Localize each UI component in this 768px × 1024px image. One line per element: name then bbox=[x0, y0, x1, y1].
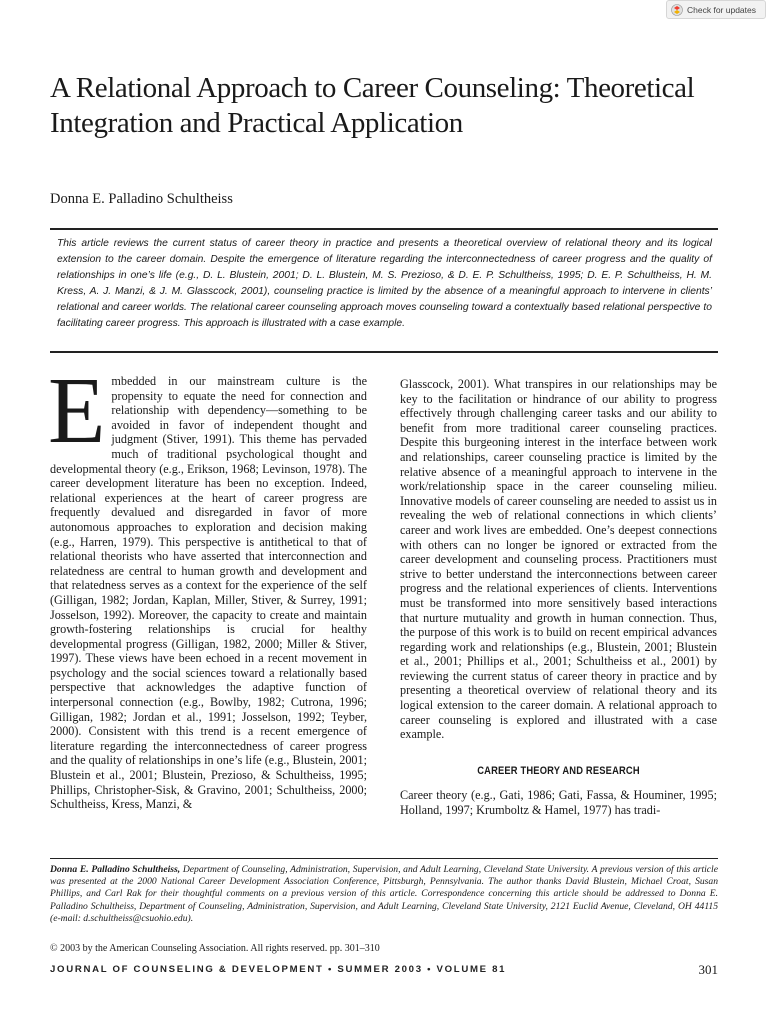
author-footnote bbox=[50, 864, 718, 925]
copyright-line: © 2003 by the American Counseling Association. All rights reserved. pp. 301–310 bbox=[50, 943, 380, 954]
section-heading: CAREER THEORY AND RESEARCH bbox=[477, 764, 640, 777]
abstract-top-rule bbox=[50, 228, 718, 230]
check-for-updates-button[interactable] bbox=[666, 0, 766, 19]
footnote-rule bbox=[50, 858, 718, 859]
footnote-author-name: Donna E. Palladino Schultheiss, bbox=[50, 864, 181, 875]
right-column bbox=[400, 377, 717, 818]
right-column-paragraph: Glasscock, 2001). What transpires in our relationships may be key to the facilitation or hindrance of our ability to progress effectively through challenging career tasks and our ability to benefit from more traditional career counseling practices. Despite this burgeoning interest in the interface between work and relationships, career counseling practice is limited by the relative absence of a meaningful approach to intervene in the work/relationship space in the career counseling milieu. Innovative models of career counseling are needed to assist us in revealing the web of relational connections in which clients’ career and work lives are embedded. One’s deepest connections with others can no longer be ignored or extracted from the career development and counseling process. Practitioners must strive to better understand the interconnections between career progress and the relational experiences of clients. Interventions must be transformed into more sensitively based interactions that nurture mutuality and growth in human connection. Thus, the purpose of this work is to build on recent empirical advances regarding work and relationships (e.g., Blustein, 2001; Blustein et al., 2001; Phillips et al., 2001; Schultheiss et al., 2001) by reviewing the current status of career theory in practice and by presenting a theoretical overview of relational theory and its logical extension to the career domain. A relational approach to career counseling is explored and illustrated with a case example. bbox=[400, 377, 717, 742]
left-column bbox=[48, 359, 367, 812]
page-number: 301 bbox=[698, 962, 718, 977]
crossmark-icon bbox=[671, 4, 683, 16]
check-for-updates-label: Check for updates bbox=[687, 4, 756, 15]
footnote-text: Department of Counseling, Administration, Supervision, and Adult Learning, Cleveland State University. A previous version of this article was presented at the 2000 National Career Development Association Conference, Pittsburgh, Pennsylvania. The author thanks David Blustein, Michael Croat, Susan Phillips, and Carl Rak for their thoughtful comments on a previous version of this article. Correspondence concerning this article should be addressed to Donna E. Palladino Schultheiss, Department of Counseling, Administration, Supervision, and Adult Learning, Cleveland State University, 2121 Euclid Avenue, Cleveland, OH 44115 (e-mail: d.schultheiss@csuohio.edu). bbox=[50, 864, 718, 924]
intro-paragraph-text: mbedded in our mainstream culture is the propensity to equate the need for connection and relationship with dependency—something to be avoided in favor of independent thought and judgment (Stiver, 1991). This theme has pervaded much of traditional psychological thought and developmental theory (e.g., Erikson, 1968; Levinson, 1978). The career development literature has been no exception. Indeed, relational experiences at the heart of career progress are frequently devalued and disregarded in favor of more autonomous approaches to exploration and decision making (e.g., Harren, 1979). This perspective is antithetical to that of relational theorists who have asserted that interconnection and relatedness are central to human growth and development and that relatedness serves as a context for the experience of the self (Gilligan, 1982; Jordan, Kaplan, Miller, Stiver, & Surrey, 1991; Josselson, 1992). Moreover, the capacity to create and maintain growth-fostering relationships is crucial for healthy developmental progress (Gilligan, 1982, 2000; Miller & Stiver, 1997). These views have been echoed in a recent movement in psychology and the social sciences toward a relationally based perspective that acknowledges the adaptive function of interpersonal connection (e.g., Bowlby, 1982; Cutrona, 1996; Gilligan, 1982; Jordan et al., 1991; Josselson, 1992; Teyber, 2000). Consistent with this trend is a recent emergence of literature regarding the interconnectedness of career progress and the quality of relationships in one’s life (e.g., Blustein, 2001; Blustein et al., 2001; Blustein, Prezioso, & Schultheiss, 1995; Phillips, Christopher-Sisk, & Gravino, 2001; Schultheiss, 2000; Schultheiss, Kress, Manzi, & bbox=[50, 374, 367, 812]
abstract: This article reviews the current status of career theory in practice and presents a theoretical overview of relational theory and its logical extension to the career domain. Despite the emergence of literature regarding the interconnectedness of career progress and the quality of relationships in one’s life (e.g., D. L. Blustein, 2001; D. L. Blustein, M. S. Prezioso, & D. E. P. Schultheiss, 1995; D. E. P. Schultheiss, H. M. Kress, A. J. Manzi, & J. M. Glasscock, 2001), counseling practice is limited by the absence of a meaningful approach to intervene in clients’ relational and career worlds. The relational career counseling approach moves counseling toward a contextually based relational perspective to facilitating career progress. This approach is illustrated with a case example. bbox=[57, 238, 712, 329]
article-title: A Relational Approach to Career Counseling: Theoretical Integration and Practical Application bbox=[50, 72, 695, 139]
abstract-bottom-rule bbox=[50, 351, 718, 353]
journal-running-footer: JOURNAL OF COUNSELING & DEVELOPMENT • SUMMER 2003 • VOLUME 81 bbox=[50, 964, 507, 975]
article-author: Donna E. Palladino Schultheiss bbox=[50, 191, 233, 207]
drop-cap: E bbox=[48, 359, 106, 463]
section-first-paragraph: Career theory (e.g., Gati, 1986; Gati, Fassa, & Houminer, 1995; Holland, 1997; Krumboltz & Hamel, 1977) has tradi- bbox=[400, 788, 717, 818]
intro-paragraph bbox=[48, 359, 367, 812]
